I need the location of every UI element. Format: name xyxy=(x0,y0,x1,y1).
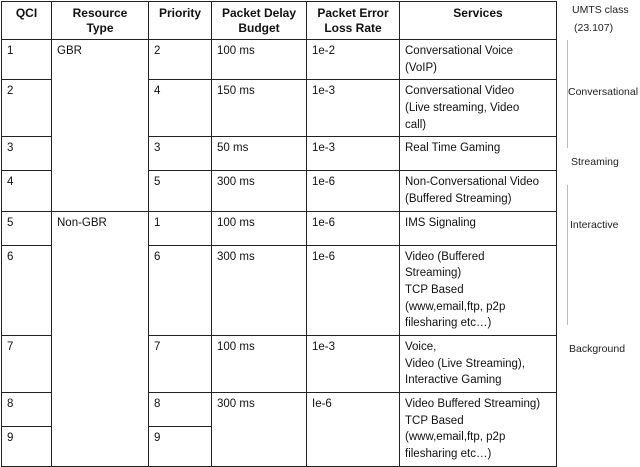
resource-type-cell: Non-GBR xyxy=(52,211,149,466)
delay-cell: 100 ms xyxy=(212,211,307,245)
services-cell: Video (Buffered Streaming) TCP Based (www,email,ftp, p2p filesharing etc…) xyxy=(400,245,557,335)
error-rate-cell: 1e-3 xyxy=(307,80,400,137)
error-rate-cell: 1e-6 xyxy=(307,171,400,211)
error-rate-cell: 1e-6 xyxy=(307,245,400,335)
services-cell: Real Time Gaming xyxy=(400,137,557,171)
priority-cell: 1 xyxy=(149,211,212,245)
header-packet-delay-budget: Packet Delay Budget xyxy=(212,2,307,40)
qci-cell: 4 xyxy=(2,171,52,211)
priority-cell: 3 xyxy=(149,137,212,171)
priority-cell: 2 xyxy=(149,40,212,80)
error-rate-cell: 1e-3 xyxy=(307,336,400,393)
delay-cell: 50 ms xyxy=(212,137,307,171)
delay-cell: 300 ms xyxy=(212,245,307,335)
umts-divider xyxy=(567,185,568,325)
table-row xyxy=(2,40,557,80)
error-rate-cell: 1e-3 xyxy=(307,137,400,171)
header-priority: Priority xyxy=(149,2,212,40)
services-cell: Conversational Video (Live streaming, Video call) xyxy=(400,80,557,137)
services-cell: Non-Conversational Video (Buffered Streaming) xyxy=(400,171,557,211)
qci-cell: 8 xyxy=(2,393,52,427)
priority-cell: 4 xyxy=(149,80,212,137)
umts-class-title: UMTS class xyxy=(572,4,629,16)
qci-cell: 3 xyxy=(2,137,52,171)
delay-cell: 300 ms xyxy=(212,171,307,211)
umts-class-interactive: Interactive xyxy=(570,219,619,231)
qci-cell: 2 xyxy=(2,80,52,137)
umts-class-streaming: Streaming xyxy=(571,156,619,168)
error-rate-cell: 1e-2 xyxy=(307,40,400,80)
delay-cell: 100 ms xyxy=(212,336,307,393)
delay-cell: 150 ms xyxy=(212,80,307,137)
umts-class-conversational: Conversational xyxy=(568,86,639,98)
priority-cell: 5 xyxy=(149,171,212,211)
resource-type-cell: GBR xyxy=(52,40,149,212)
qci-cell: 9 xyxy=(2,426,52,466)
delay-cell: 100 ms xyxy=(212,40,307,80)
services-cell: Voice, Video (Live Streaming), Interactive Gaming xyxy=(400,336,557,393)
delay-cell: 300 ms xyxy=(212,393,307,467)
priority-cell: 9 xyxy=(149,426,212,466)
qci-cell: 6 xyxy=(2,245,52,335)
qci-table xyxy=(1,1,557,467)
error-rate-cell: Ie-6 xyxy=(307,393,400,467)
qci-cell: 7 xyxy=(2,336,52,393)
services-cell: Video Buffered Streaming) TCP Based (www,email,ftp, p2p filesharing etc…) xyxy=(400,393,557,467)
services-cell: IMS Signaling xyxy=(400,211,557,245)
header-packet-error-loss-rate: Packet Error Loss Rate xyxy=(307,2,400,40)
umts-spec-reference: (23.107) xyxy=(574,22,614,34)
umts-class-background: Background xyxy=(569,343,626,355)
priority-cell: 7 xyxy=(149,336,212,393)
header-services: Services xyxy=(400,2,557,40)
header-row xyxy=(2,2,557,40)
priority-cell: 6 xyxy=(149,245,212,335)
qci-cell: 5 xyxy=(2,211,52,245)
error-rate-cell: 1e-6 xyxy=(307,211,400,245)
table-row xyxy=(2,211,557,245)
qci-cell: 1 xyxy=(2,40,52,80)
header-resource-type: Resource Type xyxy=(52,2,149,40)
priority-cell: 8 xyxy=(149,393,212,427)
services-cell: Conversational Voice (VoIP) xyxy=(400,40,557,80)
header-qci: QCI xyxy=(2,2,52,40)
